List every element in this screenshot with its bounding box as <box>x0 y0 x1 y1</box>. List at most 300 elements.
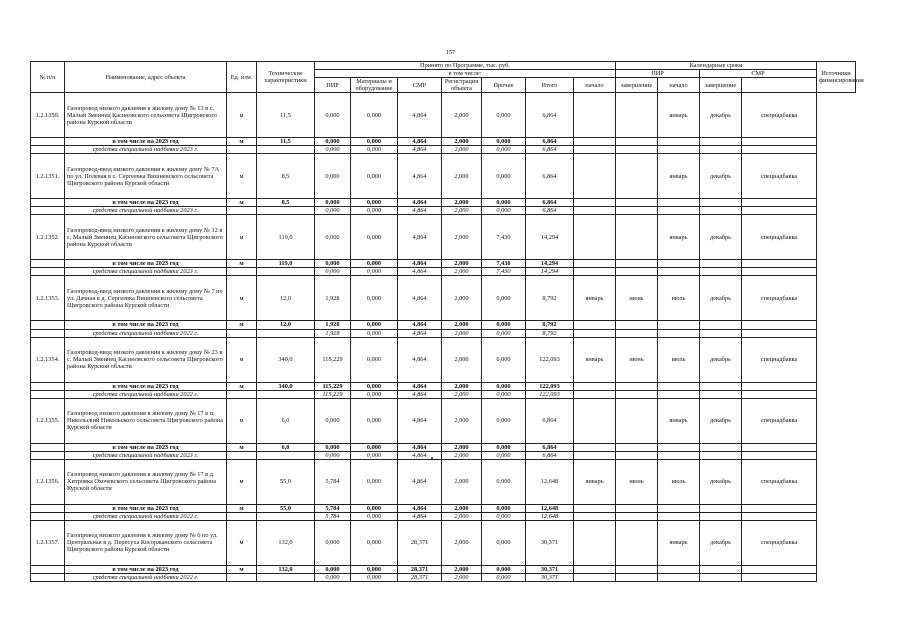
other-value: 0,000 <box>482 520 526 565</box>
tot-tech: 8,5 <box>257 199 315 207</box>
smr-start: январь <box>658 215 700 260</box>
unit: м <box>227 93 257 138</box>
pir-value: 0,000 <box>315 520 351 565</box>
sub-smr: 4,864 <box>398 268 442 276</box>
tot-empty <box>574 504 616 512</box>
sub-materials: 0,000 <box>351 268 398 276</box>
sub-smr: 4,864 <box>398 329 442 337</box>
tot-materials: 0,000 <box>351 199 398 207</box>
sub-empty <box>574 268 616 276</box>
sub-empty <box>616 451 658 459</box>
year-total-row <box>31 443 856 451</box>
object-name: Газопровод-ввод низкого давления к жилому дому № 12 в с. Малый Змеинец Касиновского сельсовета Щигровского района Курской области <box>65 215 227 260</box>
total-value: 14,294 <box>526 215 574 260</box>
registration-value: 2,000 <box>442 398 482 443</box>
sub-registration: 2,000 <box>442 451 482 459</box>
smr-end: декабрь <box>700 93 742 138</box>
materials-value: 0,000 <box>351 93 398 138</box>
pir-start <box>574 215 616 260</box>
tot-registration: 2,000 <box>442 443 482 451</box>
tot-empty <box>742 260 817 268</box>
tot-pir: 0,000 <box>315 443 351 451</box>
year-total-row <box>31 382 856 390</box>
tot-empty <box>700 321 742 329</box>
in-total-header: в том числе: <box>315 70 616 78</box>
tot-label: в том числе на 2023 год <box>65 260 227 268</box>
tot-empty <box>658 565 700 573</box>
funding-subrow <box>31 512 856 520</box>
registration-value: 2,000 <box>442 154 482 199</box>
cal-pir-header: ПИР <box>616 70 700 78</box>
year-total-row <box>31 199 856 207</box>
sub-empty <box>257 329 315 337</box>
tot-tech: 55,0 <box>257 504 315 512</box>
funding-source: спецнадбавка <box>742 154 817 199</box>
tot-pir: 115,229 <box>315 382 351 390</box>
funding-source: спецнадбавка <box>742 337 817 382</box>
funding-subrow <box>31 329 856 337</box>
tot-label: в том числе на 2023 год <box>65 504 227 512</box>
smr-value: 4,864 <box>398 276 442 321</box>
materials-value: 0,000 <box>351 215 398 260</box>
registration-value: 2,000 <box>442 276 482 321</box>
sub-pir: 0,000 <box>315 146 351 154</box>
tech-spec: 11,5 <box>257 93 315 138</box>
page-number: 157 <box>446 50 455 56</box>
tot-empty <box>31 504 65 512</box>
sub-pir: 0,000 <box>315 207 351 215</box>
sub-total: 6,864 <box>526 207 574 215</box>
tot-unit: м <box>227 565 257 573</box>
object-name: Газопровод низкого давления к жилому дому № 6 по ул. Центральная в д. Пересуха Косоржанского сельсовета Щигровского района Курской области <box>65 520 227 565</box>
tot-empty <box>742 565 817 573</box>
tot-smr: 28,371 <box>398 565 442 573</box>
sub-empty <box>574 329 616 337</box>
smr-value: 4,864 <box>398 154 442 199</box>
funding-source: спецнадбавка <box>742 459 817 504</box>
table-row <box>31 337 856 382</box>
year-total-row <box>31 260 856 268</box>
tech-spec: 132,0 <box>257 520 315 565</box>
tot-smr: 4,864 <box>398 199 442 207</box>
pir-end: июнь <box>616 276 658 321</box>
smr-end: декабрь <box>700 398 742 443</box>
smr-start: январь <box>658 154 700 199</box>
table-body <box>31 93 856 582</box>
pir-start: январь <box>574 337 616 382</box>
tot-smr: 4,864 <box>398 260 442 268</box>
sub-materials: 0,000 <box>351 207 398 215</box>
row-number: 1.2.1351. <box>31 154 65 199</box>
sub-label: средства специальной надбавки 2023 г. <box>65 146 227 154</box>
total-value: 6,864 <box>526 154 574 199</box>
funding-subrow <box>31 390 856 398</box>
materials-value: 0,000 <box>351 276 398 321</box>
sub-empty <box>574 573 616 581</box>
tot-other: 0,000 <box>482 443 526 451</box>
sub-total: 122,093 <box>526 390 574 398</box>
sub-materials: 0,000 <box>351 451 398 459</box>
row-number: 1.2.1350. <box>31 93 65 138</box>
sub-empty <box>574 207 616 215</box>
tot-empty <box>616 138 658 146</box>
smr-value: 4,864 <box>398 337 442 382</box>
sub-materials: 0,000 <box>351 512 398 520</box>
sub-total: 12,648 <box>526 512 574 520</box>
tot-unit: м <box>227 504 257 512</box>
funding-source: спецнадбавка <box>742 276 817 321</box>
sub-smr: 4,864 <box>398 451 442 459</box>
col-unit-header: Ед. изм. <box>227 62 257 93</box>
sub-empty <box>616 207 658 215</box>
sub-pir: 0,000 <box>315 451 351 459</box>
sub-total: 6,864 <box>526 451 574 459</box>
sub-empty <box>742 146 817 154</box>
sub-empty <box>658 268 700 276</box>
sub-empty <box>227 207 257 215</box>
tot-empty <box>742 199 817 207</box>
pir-start <box>574 93 616 138</box>
sub-label: средства специальной надбавки 2022 г. <box>65 573 227 581</box>
pir-value: 0,000 <box>315 215 351 260</box>
sub-empty <box>742 451 817 459</box>
tot-empty <box>574 443 616 451</box>
other-header: Прочие <box>482 78 526 93</box>
pir-start-header: начало <box>574 78 616 93</box>
object-name: Газопровод-ввод низкого давления к жилому дому № 23 в с. Малый Змеинец Касиновского сельсовета Щигровского района Курской области <box>65 337 227 382</box>
tot-smr: 4,864 <box>398 321 442 329</box>
tot-registration: 2,000 <box>442 199 482 207</box>
sub-smr: 4,864 <box>398 390 442 398</box>
tot-pir: 1,928 <box>315 321 351 329</box>
sub-empty <box>227 146 257 154</box>
smr-header: СМР <box>398 78 442 93</box>
tot-label: в том числе на 2023 год <box>65 443 227 451</box>
smr-end: декабрь <box>700 215 742 260</box>
tot-total: 6,864 <box>526 199 574 207</box>
tot-total: 8,792 <box>526 321 574 329</box>
sub-label: средства специальной надбавки 2022 г. <box>65 390 227 398</box>
smr-end: декабрь <box>700 154 742 199</box>
sub-materials: 0,000 <box>351 390 398 398</box>
sources-header: Источники финансирования <box>817 62 856 93</box>
tot-empty <box>658 504 700 512</box>
sub-empty <box>700 573 742 581</box>
tot-tech: 11,5 <box>257 138 315 146</box>
other-value: 7,430 <box>482 215 526 260</box>
tot-materials: 0,000 <box>351 260 398 268</box>
sub-smr: 4,864 <box>398 512 442 520</box>
col-tech-header: Технические характеристики <box>257 62 315 93</box>
sub-materials: 0,000 <box>351 329 398 337</box>
tot-label: в том числе на 2023 год <box>65 565 227 573</box>
unit: м <box>227 520 257 565</box>
sub-empty <box>227 573 257 581</box>
sub-registration: 2,000 <box>442 512 482 520</box>
sub-empty <box>700 207 742 215</box>
tot-unit: м <box>227 382 257 390</box>
other-value: 0,000 <box>482 154 526 199</box>
sub-pir: 5,784 <box>315 512 351 520</box>
tot-total: 30,371 <box>526 565 574 573</box>
sub-empty <box>700 329 742 337</box>
tot-tech: 132,0 <box>257 565 315 573</box>
smr-start: июль <box>658 337 700 382</box>
sub-empty <box>227 451 257 459</box>
tot-unit: м <box>227 443 257 451</box>
tech-spec: 119,0 <box>257 215 315 260</box>
tot-other: 0,000 <box>482 138 526 146</box>
tech-spec: 12,0 <box>257 276 315 321</box>
sub-empty <box>700 268 742 276</box>
sub-materials: 0,000 <box>351 573 398 581</box>
sub-empty <box>574 390 616 398</box>
table-row <box>31 93 856 138</box>
year-total-row <box>31 565 856 573</box>
sub-pir: 1,928 <box>315 329 351 337</box>
other-value: 0,000 <box>482 337 526 382</box>
unit: м <box>227 276 257 321</box>
year-total-row <box>31 321 856 329</box>
unit: м <box>227 459 257 504</box>
tot-empty <box>616 504 658 512</box>
tot-label: в том числе на 2023 год <box>65 382 227 390</box>
tot-empty <box>742 504 817 512</box>
funding-subrow <box>31 146 856 154</box>
tot-empty <box>658 260 700 268</box>
sub-other: 0,000 <box>482 207 526 215</box>
sub-empty <box>742 268 817 276</box>
sub-empty <box>658 512 700 520</box>
tot-empty <box>658 199 700 207</box>
tot-unit: м <box>227 260 257 268</box>
table-row <box>31 398 856 443</box>
tot-empty <box>574 260 616 268</box>
total-value: 30,371 <box>526 520 574 565</box>
row-number: 1.2.1356. <box>31 459 65 504</box>
col-no-header: № п/п <box>31 62 65 93</box>
pir-value: 0,000 <box>315 154 351 199</box>
registration-value: 2,000 <box>442 337 482 382</box>
sub-empty <box>257 207 315 215</box>
tot-empty <box>700 382 742 390</box>
object-name: Газопровод низкого давления к жилому дому № 17 в д. Хитровка Охочевского сельсовета Щигровского района Курской области <box>65 459 227 504</box>
smr-start: январь <box>658 93 700 138</box>
sub-empty <box>257 146 315 154</box>
pir-end <box>616 154 658 199</box>
smr-start: январь <box>658 520 700 565</box>
smr-start: июль <box>658 276 700 321</box>
tech-spec: 340,0 <box>257 337 315 382</box>
tot-other: 7,430 <box>482 260 526 268</box>
pir-value: 115,229 <box>315 337 351 382</box>
total-value: 122,093 <box>526 337 574 382</box>
sub-empty <box>574 146 616 154</box>
tot-registration: 2,000 <box>442 565 482 573</box>
pir-value: 5,784 <box>315 459 351 504</box>
year-total-row <box>31 138 856 146</box>
tot-total: 12,648 <box>526 504 574 512</box>
sub-empty <box>574 451 616 459</box>
tot-label: в том числе на 2023 год <box>65 138 227 146</box>
sub-empty <box>616 329 658 337</box>
tot-tech: 340,0 <box>257 382 315 390</box>
sub-pir: 0,000 <box>315 268 351 276</box>
pir-start: январь <box>574 276 616 321</box>
tot-pir: 0,000 <box>315 260 351 268</box>
tot-empty <box>31 565 65 573</box>
tot-other: 0,000 <box>482 565 526 573</box>
materials-value: 0,000 <box>351 459 398 504</box>
sub-empty <box>658 207 700 215</box>
sub-empty <box>742 329 817 337</box>
tot-empty <box>700 138 742 146</box>
sub-empty <box>616 390 658 398</box>
sub-empty <box>257 573 315 581</box>
tot-empty <box>574 199 616 207</box>
tot-tech: 119,0 <box>257 260 315 268</box>
registration-header: Регистрация объекта <box>442 78 482 93</box>
smr-start: январь <box>658 398 700 443</box>
tot-pir: 0,000 <box>315 199 351 207</box>
other-value: 0,000 <box>482 93 526 138</box>
tot-materials: 0,000 <box>351 504 398 512</box>
pir-end-header: завершение <box>616 78 658 93</box>
funding-source: спецнадбавка <box>742 520 817 565</box>
tot-pir: 5,784 <box>315 504 351 512</box>
sub-empty <box>742 390 817 398</box>
program-table <box>30 61 864 582</box>
object-name: Газопровод низкого давления к жилому дому № 17 в п. Никольский Никольского сельсовета Щигровского района Курской области <box>65 398 227 443</box>
pir-end <box>616 215 658 260</box>
sub-other: 0,000 <box>482 146 526 154</box>
sub-empty <box>658 146 700 154</box>
tot-empty <box>700 199 742 207</box>
sub-empty <box>616 268 658 276</box>
tot-materials: 0,000 <box>351 565 398 573</box>
tot-total: 14,294 <box>526 260 574 268</box>
sub-empty <box>700 390 742 398</box>
tot-empty <box>742 382 817 390</box>
sub-empty <box>257 451 315 459</box>
sub-empty <box>616 146 658 154</box>
sub-label: средства специальной надбавки 2022 г. <box>65 512 227 520</box>
tot-other: 0,000 <box>482 382 526 390</box>
tot-registration: 2,000 <box>442 382 482 390</box>
pir-end: июнь <box>616 337 658 382</box>
sub-empty <box>700 146 742 154</box>
tot-empty <box>574 565 616 573</box>
sub-other: 7,430 <box>482 268 526 276</box>
tot-other: 0,000 <box>482 504 526 512</box>
smr-start: июль <box>658 459 700 504</box>
sub-empty <box>31 573 65 581</box>
sub-registration: 2,000 <box>442 390 482 398</box>
object-name: Газопровод-ввод низкого давления к жилому дому № 7 по ул. Дачная в д. Сергеевка Вишневского сельсовета Щигровского района Курской области <box>65 276 227 321</box>
sub-other: 0,000 <box>482 451 526 459</box>
sub-empty <box>700 512 742 520</box>
sub-empty <box>227 390 257 398</box>
sub-empty <box>31 451 65 459</box>
tot-empty <box>658 443 700 451</box>
tot-empty <box>31 260 65 268</box>
year-total-row <box>31 504 856 512</box>
pir-value: 0,000 <box>315 398 351 443</box>
smr-value: 4,864 <box>398 93 442 138</box>
tot-total: 6,864 <box>526 138 574 146</box>
sub-empty <box>31 390 65 398</box>
sub-label: средства специальной надбавки 2023 г. <box>65 451 227 459</box>
materials-value: 0,000 <box>351 520 398 565</box>
materials-header: Материалы и оборудование <box>351 78 398 93</box>
smr-value: 4,864 <box>398 398 442 443</box>
sub-empty <box>31 207 65 215</box>
sub-registration: 2,000 <box>442 329 482 337</box>
sub-empty <box>31 329 65 337</box>
sub-empty <box>31 268 65 276</box>
tot-other: 0,000 <box>482 321 526 329</box>
tot-total: 6,864 <box>526 443 574 451</box>
sub-other: 0,000 <box>482 512 526 520</box>
pir-end: июнь <box>616 459 658 504</box>
funding-subrow <box>31 207 856 215</box>
sub-smr: 4,864 <box>398 146 442 154</box>
sub-registration: 2,000 <box>442 146 482 154</box>
tot-registration: 2,000 <box>442 260 482 268</box>
tot-pir: 0,000 <box>315 138 351 146</box>
smr-end: декабрь <box>700 520 742 565</box>
tot-tech: 12,0 <box>257 321 315 329</box>
registration-value: 2,000 <box>442 520 482 565</box>
sub-registration: 2,000 <box>442 268 482 276</box>
smr-value: 4,864 <box>398 215 442 260</box>
table-row <box>31 459 856 504</box>
pir-start <box>574 154 616 199</box>
sub-total: 30,371 <box>526 573 574 581</box>
materials-value: 0,000 <box>351 337 398 382</box>
tot-materials: 0,000 <box>351 443 398 451</box>
smr-end: декабрь <box>700 276 742 321</box>
sub-empty <box>257 390 315 398</box>
sub-empty <box>742 573 817 581</box>
total-value: 12,648 <box>526 459 574 504</box>
sub-empty <box>658 573 700 581</box>
tot-empty <box>616 443 658 451</box>
other-value: 0,000 <box>482 276 526 321</box>
other-value: 0,000 <box>482 459 526 504</box>
pir-start: январь <box>574 459 616 504</box>
total-value: 8,792 <box>526 276 574 321</box>
sub-empty <box>616 512 658 520</box>
tech-spec: 8,5 <box>257 154 315 199</box>
sub-empty <box>257 512 315 520</box>
table-row <box>31 276 856 321</box>
pir-value: 0,000 <box>315 93 351 138</box>
tot-label: в том числе на 2023 год <box>65 199 227 207</box>
cal-smr-header: СМР <box>700 70 817 78</box>
tot-empty <box>742 138 817 146</box>
sub-empty <box>658 451 700 459</box>
smr-end: декабрь <box>700 459 742 504</box>
tot-unit: м <box>227 321 257 329</box>
program-header: Принято по Программе, тыс. руб. <box>315 62 616 70</box>
smr-value: 28,371 <box>398 520 442 565</box>
pir-start <box>574 520 616 565</box>
tot-empty <box>658 321 700 329</box>
sub-other: 0,000 <box>482 329 526 337</box>
sub-label: средства специальной надбавки 2022 г. <box>65 329 227 337</box>
sub-pir: 0,000 <box>315 573 351 581</box>
